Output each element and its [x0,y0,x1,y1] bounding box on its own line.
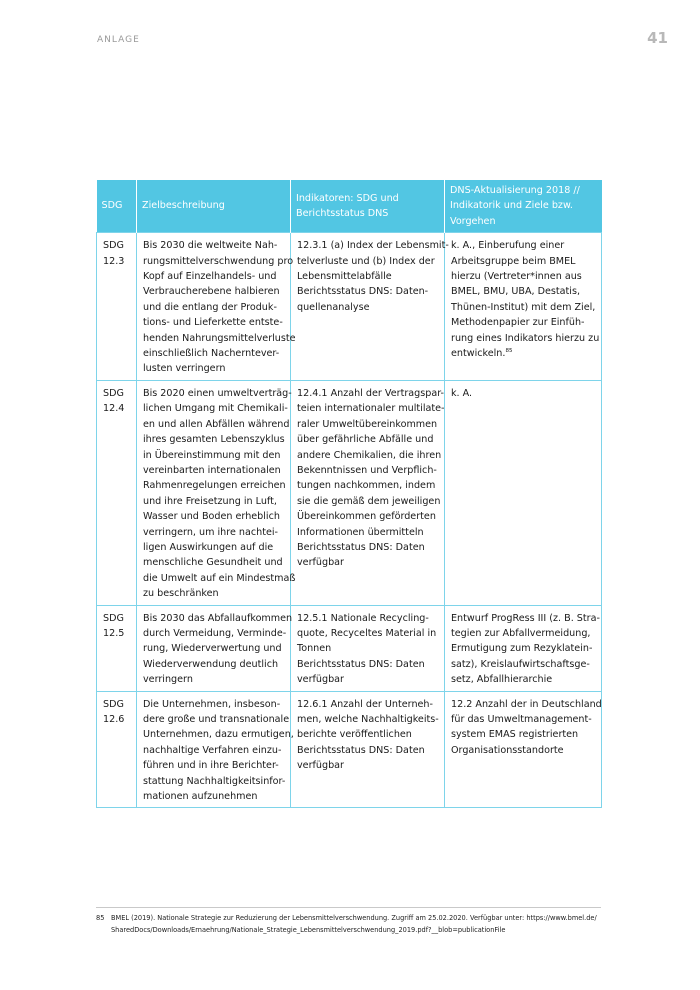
cell-line: Lebensmittelabfälle [297,271,392,283]
footnote-text-line2: SharedDocs/Downloads/Ernaehrung/Nationale_Strategie_Lebensmittelverschwendung_2019.pdf?__blob=publicationFile [111,926,506,934]
cell-sdg [97,380,137,605]
cell-line: setz, Abfallhierarchie [451,674,553,686]
column-header-zielbeschreibung: Zielbeschreibung [137,180,291,233]
cell-indikator [291,233,449,381]
cell-line: berichte veröffentlichen [297,729,412,741]
cell-line: vereinbarten internationalen [143,464,281,476]
footnote [96,912,606,936]
cell-line: SDG [103,240,124,252]
cell-line: 12.4 [103,403,125,415]
table-row [97,380,602,605]
cell-line: Ermutigung zum Rezyklatein- [451,643,593,655]
table-row [97,691,602,808]
cell-line: dere große und transnationale [143,714,290,725]
cell-line: Organisationsstandorte [451,744,564,756]
cell-line: 12.3.1 (a) Index der Lebensmit- [297,240,449,252]
column-header-dns-aktualisierung: DNS-Aktualisierung 2018 // Indikatorik und Ziele bzw. Vorgehen [445,180,602,233]
cell-line: Berichtsstatus DNS: Daten [297,658,425,670]
cell-sdg [97,691,137,808]
cell-line: 12.6 [103,714,125,725]
table-header-row [97,180,602,233]
cell-line: Entwurf ProgRess III (z. B. Stra- [451,612,600,624]
cell-line: satz), Kreislaufwirtschaftsge- [451,658,590,670]
cell-line: Bekenntnissen und Verpflich- [297,464,437,476]
cell-line: Die Unternehmen, insbeson- [143,698,281,710]
cell-line: Kopf auf Einzelhandels- und [143,271,277,283]
cell-line: und ihre Freisetzung in Luft, [143,495,277,507]
cell-line: Tonnen [297,643,332,655]
cell-line: BMEL, BMU, UBA, Destatis, [451,286,581,298]
cell-line: Unternehmen, dazu ermutigen, [143,729,294,741]
cell-zielbeschreibung [137,233,296,381]
cell-line: Informationen übermitteln [297,526,424,538]
cell-line: 12.2 Anzahl der in Deutschland [451,698,602,710]
cell-line: Wiederverwendung deutlich [143,658,279,670]
cell-line: Bis 2020 einen umweltverträg- [143,387,292,399]
cell-line: rungsmittelverschwendung pro [143,255,294,267]
cell-line: rung, Wiederverwertung und [143,643,282,655]
cell-line: 12.5.1 Nationale Recycling- [297,612,429,624]
cell-line: Bis 2030 das Abfallaufkommen [143,612,293,624]
cell-line: k. A. [451,387,473,399]
cell-line: 12.3 [103,255,125,267]
table-body [97,233,602,808]
cell-line: Thünen-Institut) mit dem Ziel, [451,301,596,313]
cell-line: Berichtsstatus DNS: Daten [297,541,425,553]
cell-line: menschliche Gesundheit und [143,557,283,569]
cell-line: Bis 2030 die weltweite Nah- [143,240,278,252]
footnote-text-line1: BMEL (2019). Nationale Strategie zur Reduzierung der Lebensmittelverschwendung. Zugriff am 25.02.2020. Verfügbar unter: https://www.bmel.de/ [111,914,597,922]
page-number: 41 [647,29,668,47]
cell-line: k. A., Einberufung einer [451,240,565,252]
cell-line: quellenanalyse [297,301,370,313]
running-head: ANLAGE [97,35,140,45]
cell-line: lusten verringern [143,363,226,375]
cell-line: sie die gemäß dem jeweiligen [297,495,441,507]
cell-line: für das Umweltmanagement- [451,714,592,725]
footnote-divider [96,907,601,908]
cell-line: Berichtsstatus DNS: Daten [297,744,425,756]
cell-line: quote, Recyceltes Material in [297,627,437,639]
cell-sdg [97,605,137,691]
cell-sdg [97,233,137,381]
cell-zielbeschreibung [137,605,291,691]
cell-line: SDG [103,387,124,399]
column-header-sdg: SDG [97,180,137,233]
cell-line: führen und in ihre Berichter- [143,760,279,772]
cell-line: Methodenpapier zur Einfüh- [451,317,585,329]
cell-line: SDG [103,612,124,624]
cell-line: ligen Auswirkungen auf die [143,541,274,553]
cell-line: ihres gesamten Lebenszyklus [143,434,285,446]
cell-line: SDG [103,698,124,710]
cell-dns-aktualisierung [445,605,602,691]
cell-zielbeschreibung [137,691,294,808]
cell-line: verringern, um ihre nachtei- [143,526,279,538]
cell-line: über gefährliche Abfälle und [297,434,434,446]
cell-line: Berichtsstatus DNS: Daten- [297,286,429,298]
cell-line: Verbraucherebene halbieren [143,286,280,298]
cell-line: einschließlich Nacherntever- [143,348,280,360]
cell-line: zu beschränken [143,588,219,600]
cell-line: telverluste und (b) Index der [297,255,435,267]
cell-line: andere Chemikalien, die ihren [297,449,442,461]
footnote-reference[interactable]: 85 [505,347,513,354]
cell-line: verfügbar [297,760,344,772]
cell-line: teien internationaler multilate- [297,403,445,415]
cell-dns-aktualisierung [445,691,602,808]
cell-line: Wasser und Boden erheblich [143,511,280,523]
cell-line: tungen nachkommen, indem [297,480,436,492]
table-row [97,233,602,381]
sdg-table [96,180,602,808]
cell-line: tegien zur Abfallvermeidung, [451,627,591,639]
cell-line: mationen aufzunehmen [143,791,258,803]
cell-line: men, welche Nachhaltigkeits- [297,714,439,725]
cell-indikator [291,380,445,605]
cell-line: en und allen Abfällen während [143,418,290,430]
cell-indikator [291,691,445,808]
footnote-number: 85 [96,914,105,922]
table-row [97,605,602,691]
cell-line: und die entlang der Produk- [143,301,277,313]
cell-zielbeschreibung [137,380,296,605]
cell-line: 12.4.1 Anzahl der Vertragspar- [297,387,445,399]
cell-line: in Übereinstimmung mit den [143,449,281,461]
cell-line: hierzu (Vertreter*innen aus [451,271,582,283]
cell-indikator [291,605,445,691]
cell-line: verfügbar [297,674,344,686]
cell-line: lichen Umgang mit Chemikali- [143,403,288,415]
cell-line: rung eines Indikators hierzu zu [451,332,600,344]
cell-line: die Umwelt auf ein Mindestmaß [143,572,296,584]
cell-line: verringern [143,674,193,686]
cell-line: durch Vermeidung, Verminde- [143,627,287,639]
cell-line: entwickeln.$^{85}$ [451,347,513,360]
cell-line: Rahmenregelungen erreichen [143,480,286,492]
cell-line: tions- und Lieferkette entste- [143,317,283,329]
cell-line: stattung Nachhaltigkeitsinfor- [143,775,286,787]
cell-line: verfügbar [297,557,344,569]
cell-dns-aktualisierung [445,233,602,381]
cell-line: system EMAS registrierten [451,729,579,741]
cell-line: Arbeitsgruppe beim BMEL [451,255,576,267]
cell-line: 12.6.1 Anzahl der Unterneh- [297,698,433,710]
cell-line: raler Umweltübereinkommen [297,418,438,430]
column-header-indikatoren: Indikatoren: SDG und Berichtsstatus DNS [291,180,445,233]
cell-dns-aktualisierung [445,380,602,605]
cell-line: 12.5 [103,627,125,639]
cell-line: nachhaltige Verfahren einzu- [143,744,282,756]
cell-line: henden Nahrungsmittelverluste [143,332,296,344]
cell-line: Übereinkommen geförderten [297,511,436,523]
